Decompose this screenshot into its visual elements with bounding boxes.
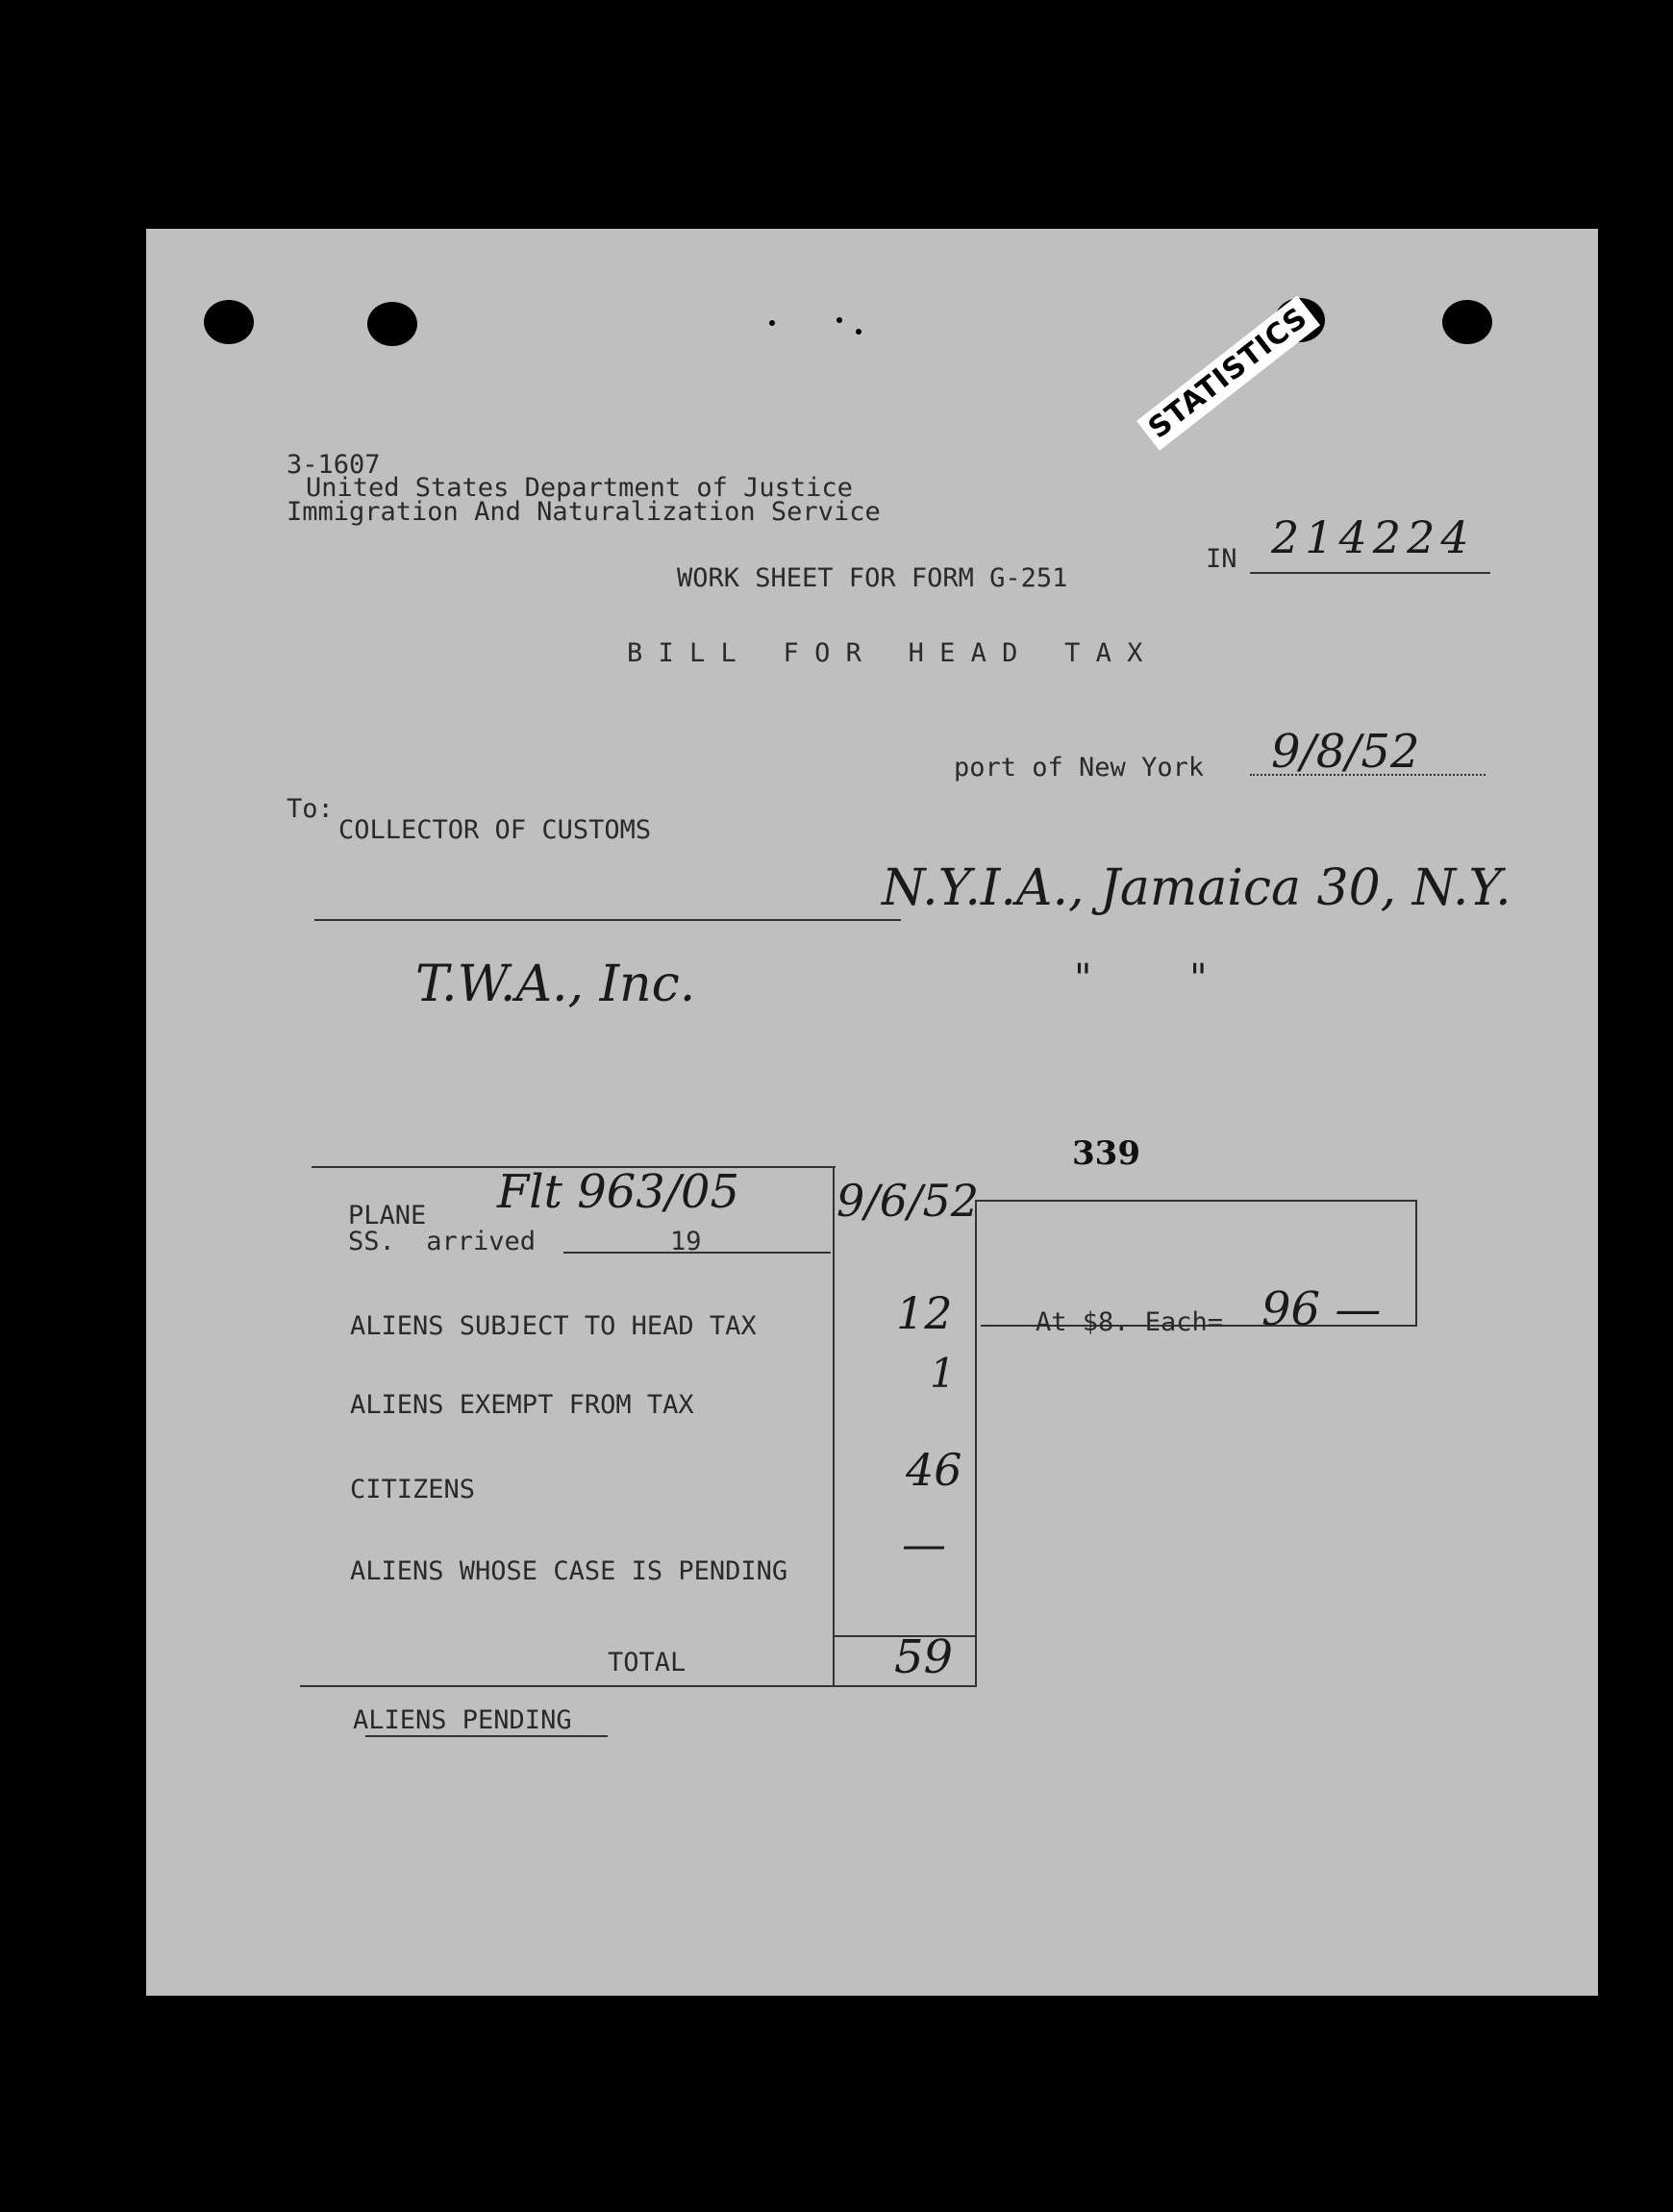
rate-box-top — [975, 1200, 1417, 1202]
ditto-marks: " " — [1074, 957, 1208, 1001]
speck — [856, 329, 861, 335]
table-bottom-rule — [300, 1685, 977, 1687]
flight-handwritten: Flt 963/05 — [497, 1165, 740, 1219]
statistics-stamp: STATISTICS — [1136, 296, 1320, 451]
form-number: 3-1607 — [287, 450, 381, 480]
row-label-citizens: CITIZENS — [350, 1475, 476, 1504]
ss-arrived-label: SS. arrived — [348, 1227, 537, 1256]
collector-of-customs: COLLECTOR OF CUSTOMS — [338, 815, 652, 845]
form-subtitle: B I L L F O R H E A D T A X — [627, 638, 1143, 668]
punch-hole — [367, 302, 417, 346]
row-value-subject-to-tax: 12 — [896, 1287, 953, 1339]
document-page — [146, 229, 1598, 1996]
form-title: WORK SHEET FOR FORM G-251 — [677, 563, 1068, 593]
port-date: 9/8/52 — [1271, 725, 1420, 779]
row-value-exempt: 1 — [930, 1350, 956, 1397]
to-label: To: — [287, 794, 334, 824]
agency-line-2: Immigration And Naturalization Service — [287, 497, 881, 527]
row-value-citizens: 46 — [906, 1444, 962, 1496]
rate-label: At $8. Each= — [1036, 1307, 1224, 1337]
punch-hole — [1442, 300, 1492, 344]
punch-hole — [204, 300, 254, 344]
port-date-line — [1250, 774, 1486, 776]
plane-label: PLANE — [348, 1201, 427, 1230]
year-prefix: 19 — [670, 1227, 702, 1256]
table-right-rule — [975, 1200, 977, 1685]
stamp-number-339: 339 — [1072, 1134, 1140, 1173]
carrier-handwritten: T.W.A., Inc. — [415, 956, 696, 1013]
speck — [836, 317, 842, 323]
in-label: IN — [1206, 544, 1237, 574]
table-mid-rule — [833, 1166, 835, 1685]
agency-line-1: United States Department of Justice — [306, 473, 853, 503]
arrival-date-handwritten: 9/6/52 — [836, 1175, 980, 1227]
location-handwritten: N.Y.I.A., Jamaica 30, N.Y. — [882, 859, 1511, 917]
in-number: 214224 — [1271, 511, 1475, 563]
aliens-pending-footer: ALIENS PENDING — [353, 1705, 572, 1735]
row-label-subject-to-tax: ALIENS SUBJECT TO HEAD TAX — [350, 1311, 757, 1341]
row-label-pending: ALIENS WHOSE CASE IS PENDING — [350, 1556, 788, 1586]
in-underline — [1250, 572, 1490, 574]
row-label-exempt: ALIENS EXEMPT FROM TAX — [350, 1390, 694, 1420]
row-value-pending: — — [902, 1518, 946, 1570]
speck — [769, 320, 775, 326]
rate-amount: 96 — — [1261, 1282, 1382, 1336]
rate-box-right — [1415, 1200, 1417, 1325]
address-line — [314, 919, 901, 921]
total-value: 59 — [894, 1630, 954, 1684]
port-label: port of New York — [954, 753, 1205, 783]
total-label: TOTAL — [608, 1648, 687, 1678]
footer-underline — [365, 1735, 608, 1737]
